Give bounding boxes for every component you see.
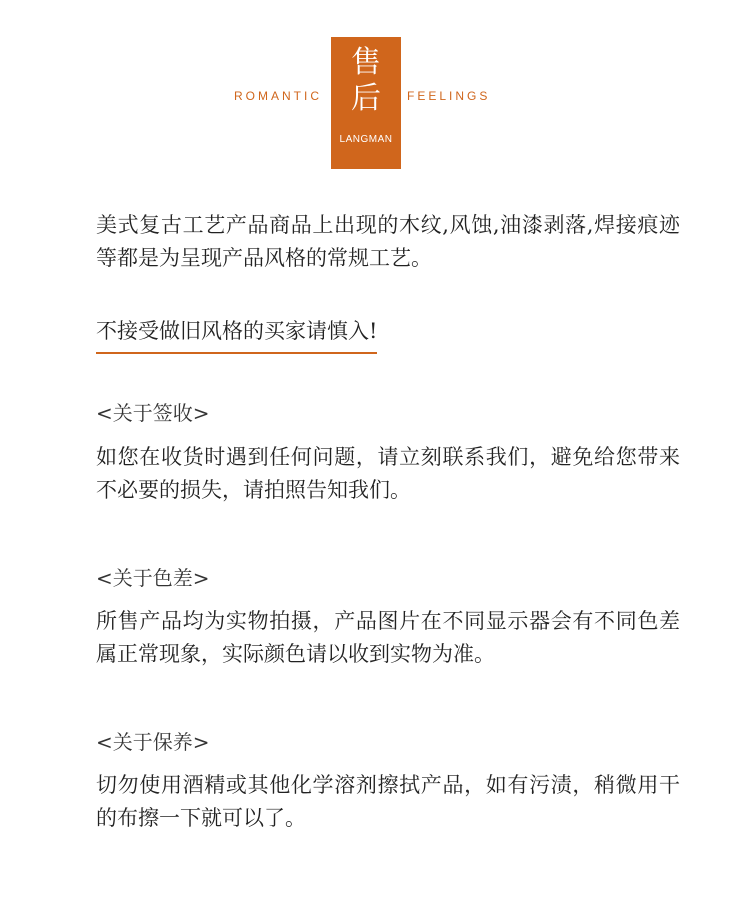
- badge-title: [331, 45, 401, 117]
- intro-paragraph: 美式复古工艺产品商品上出现的木纹,风蚀,油漆剥落,焊接痕迹等都是为呈现产品风格的常规工艺。: [96, 213, 680, 270]
- tagline-romantic: ROMANTIC: [234, 89, 322, 103]
- badge-title-line2: 后: [351, 81, 381, 116]
- section-title-signing: <关于签收>: [96, 401, 210, 425]
- warning-text: 不接受做旧风格的买家请慎入!: [96, 315, 377, 354]
- header: [0, 0, 750, 180]
- section-body-signing: 如您在收货时遇到任何问题，请立刻联系我们，避免给您带来不必要的损失，请拍照告知我们。: [96, 445, 680, 502]
- badge-subtitle: LANGMAN: [339, 134, 393, 145]
- after-sales-badge: [331, 37, 401, 169]
- badge-title-line1: 售: [351, 45, 381, 80]
- section-title-maintenance: <关于保养>: [96, 730, 210, 754]
- section-body-color-difference: 所售产品均为实物拍摄，产品图片在不同显示器会有不同色差属正常现象，实际颜色请以收到实物为准。: [96, 609, 680, 666]
- tagline-feelings: FEELINGS: [407, 89, 491, 103]
- section-body-maintenance: 切勿使用酒精或其他化学溶剂擦拭产品，如有污渍，稍微用干的布擦一下就可以了。: [96, 773, 680, 830]
- section-title-color-difference: <关于色差>: [96, 566, 210, 590]
